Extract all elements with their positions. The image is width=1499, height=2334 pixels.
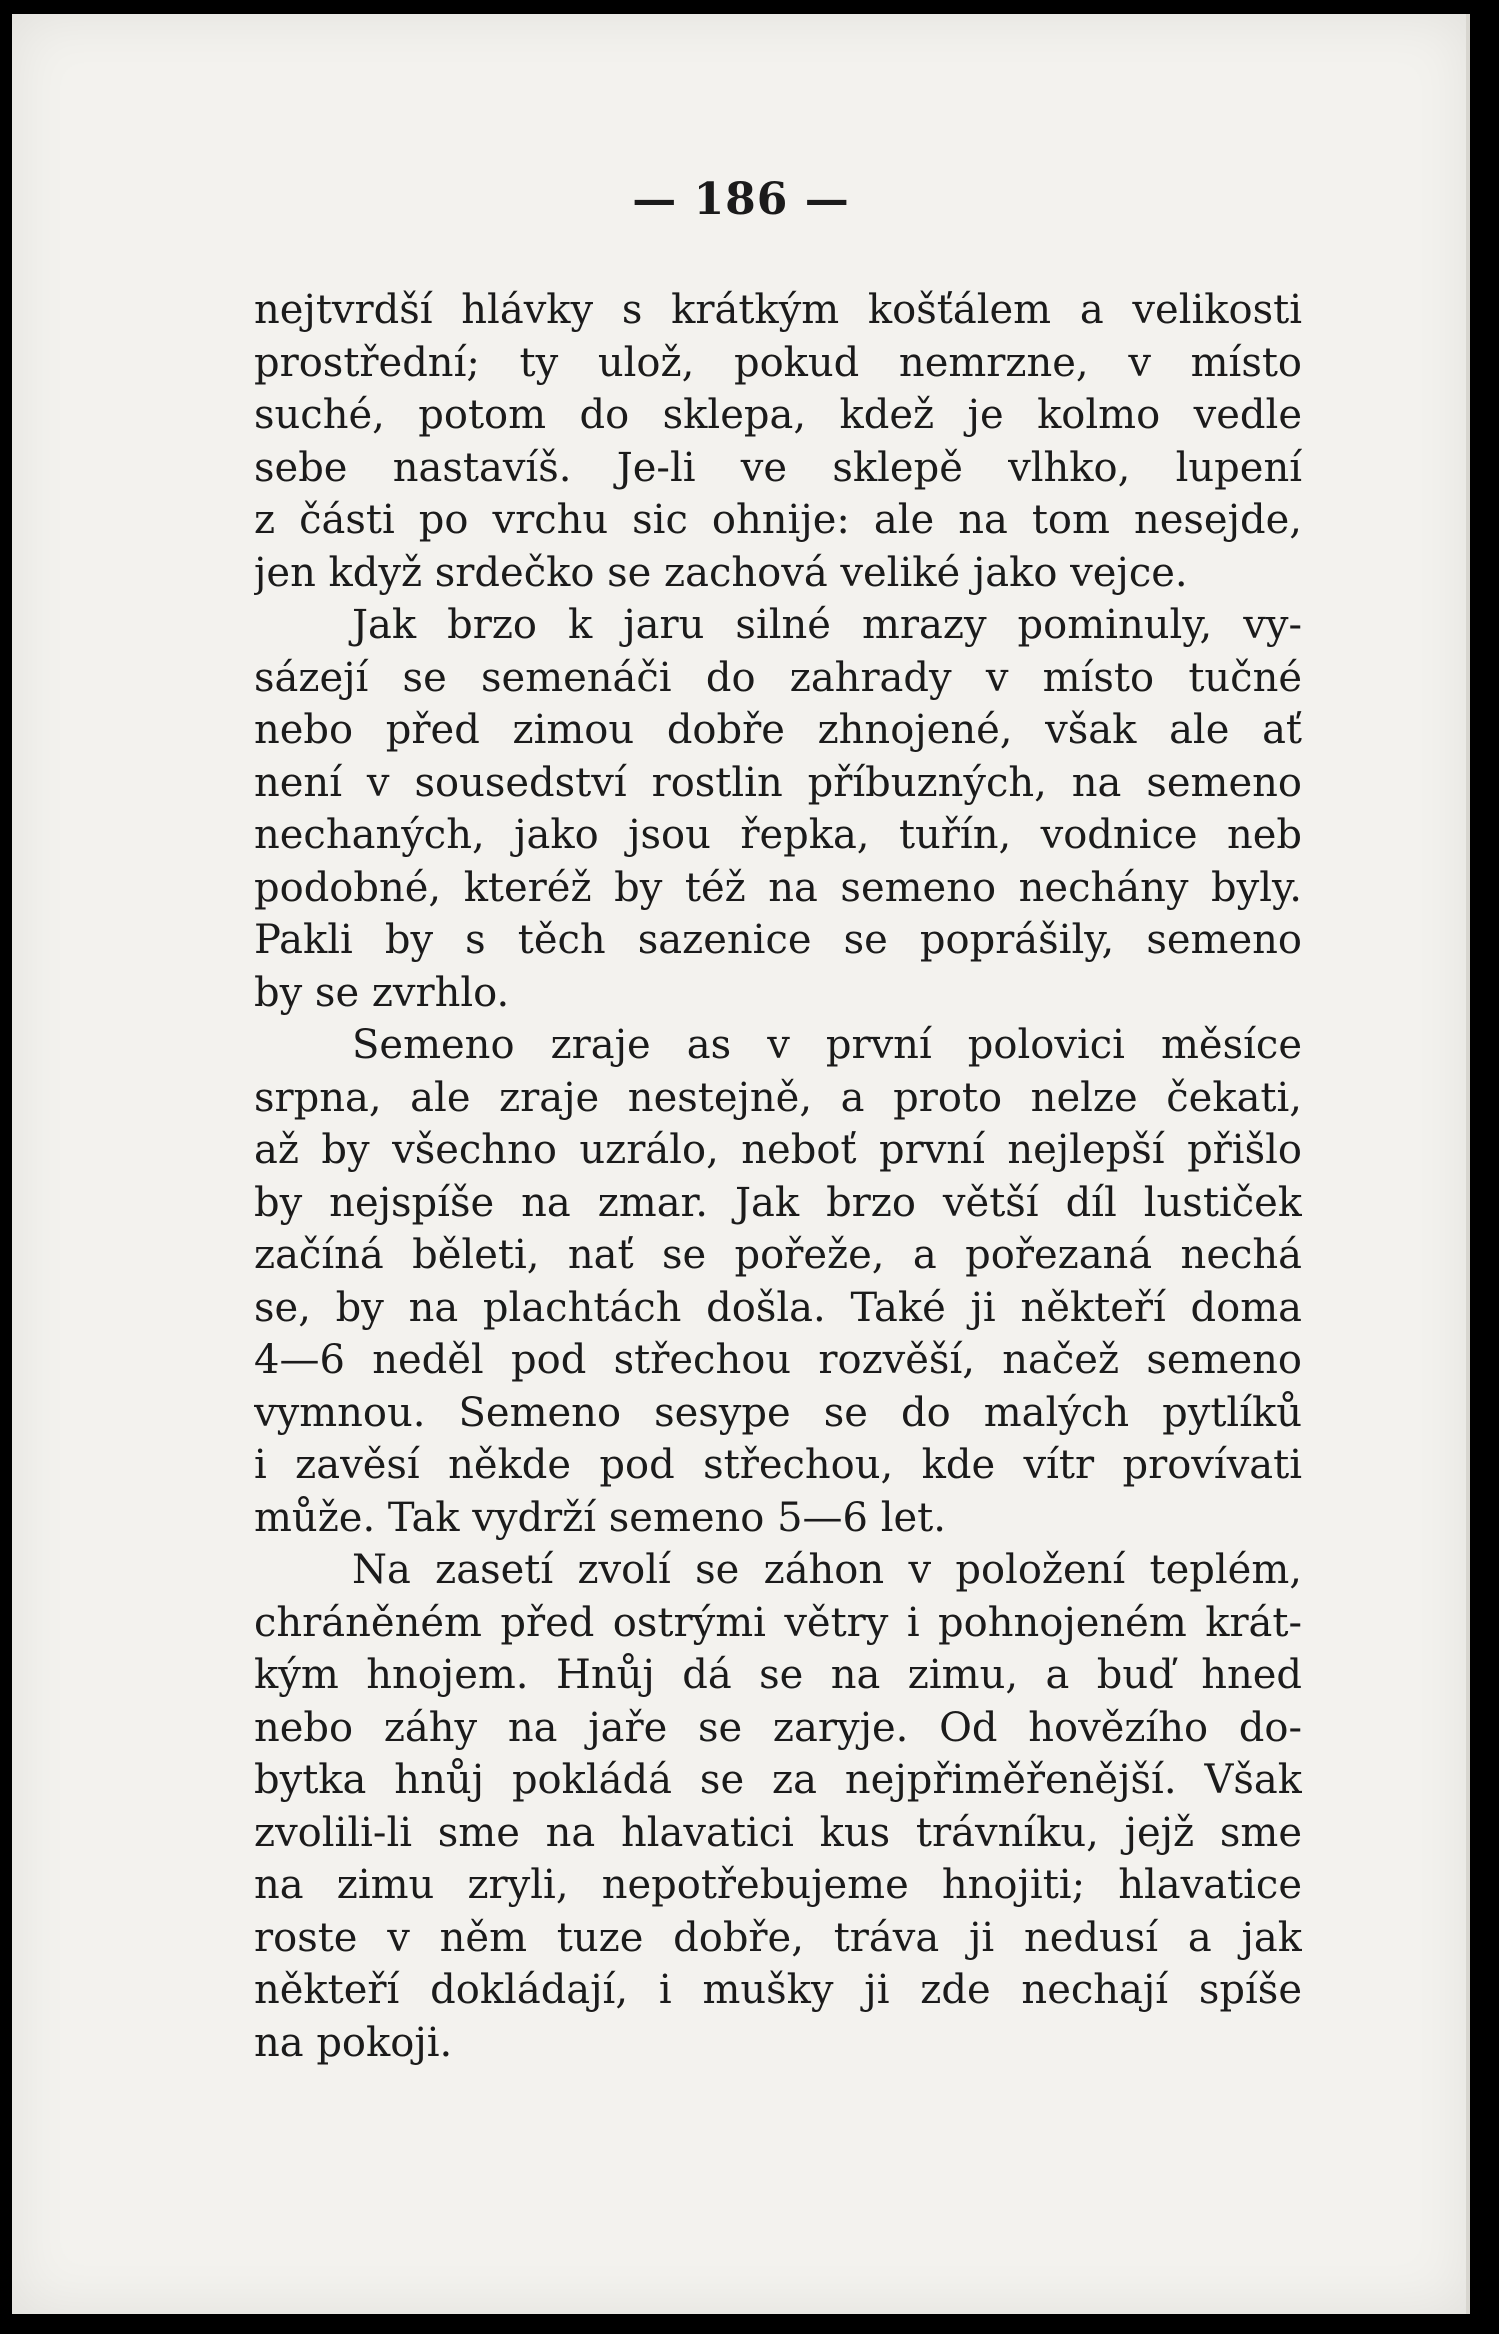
text-line: Jak brzo k jaru silné mrazy pominuly, vy-	[352, 602, 1302, 648]
text-line: Semeno zraje as v první polovici měsíce	[352, 1022, 1302, 1068]
text-line: Na zasetí zvolí se záhon v položení teplém,	[352, 1547, 1302, 1593]
text-line: nechaných, jako jsou řepka, tuřín, vodnice neb	[254, 812, 1302, 858]
text-line: na pokoji.	[254, 2019, 453, 2066]
text-line: se, by na plachtách došla. Také ji někteří doma	[254, 1284, 1302, 1331]
page-number: — 186 —	[632, 174, 850, 225]
text-line: na zimu zryli, nepotřebujeme hnojiti; hlavatice	[254, 1862, 1302, 1908]
text-line: prostřední; ty ulož, pokud nemrzne, v místo	[254, 339, 1302, 386]
text-line: nebo záhy na jaře se zaryje. Od hovězího do-	[254, 1704, 1302, 1751]
text-line: roste v něm tuze dobře, tráva ji nedusí a jak	[254, 1914, 1302, 1961]
text-line: vymnou. Semeno sesype se do malých pytlíků	[254, 1389, 1302, 1436]
text-line: kým hnojem. Hnůj dá se na zimu, a buď hned	[254, 1652, 1302, 1698]
text-line: nejtvrdší hlávky s krátkým košťálem a velikosti	[254, 287, 1302, 333]
text-line: by nejspíše na zmar. Jak brzo větší díl lustiček	[254, 1179, 1302, 1226]
text-line: může. Tak vydrží semeno 5—6 let.	[254, 1494, 946, 1541]
text-line: z části po vrchu sic ohnije: ale na tom nesejde,	[254, 497, 1302, 543]
text-line: chráněném před ostrými větry i pohnojeném krát-	[254, 1599, 1302, 1646]
text-line: srpna, ale zraje nestejně, a proto nelze čekati,	[254, 1074, 1302, 1121]
body-text	[254, 284, 1302, 2069]
text-line: 4—6 neděl pod střechou rozvěší, načež semeno	[254, 1337, 1302, 1383]
text-line: až by všechno uzrálo, neboť první nejlepší přišlo	[254, 1127, 1302, 1173]
text-line: bytka hnůj pokládá se za nejpřiměřenější. Však	[254, 1757, 1302, 1803]
page-edge	[1466, 14, 1470, 2314]
text-line: by se zvrhlo.	[254, 969, 510, 1016]
text-line: Pakli by s těch sazenice se poprášily, semeno	[254, 917, 1302, 963]
text-line: není v sousedství rostlin příbuzných, na semeno	[254, 759, 1302, 806]
book-page	[12, 14, 1470, 2314]
text-line: zvolili-li sme na hlavatici kus trávníku, jejž sme	[254, 1809, 1302, 1856]
text-line: sázejí se semenáči do zahrady v místo tučné	[254, 654, 1302, 701]
text-line: nebo před zimou dobře zhnojené, však ale ať	[254, 707, 1302, 753]
text-line: začíná běleti, nať se pořeže, a pořezaná nechá	[254, 1232, 1302, 1278]
text-line: jen když srdečko se zachová veliké jako vejce.	[254, 549, 1188, 596]
text-line: suché, potom do sklepa, kdež je kolmo vedle	[254, 392, 1302, 438]
text-line: někteří dokládají, i mušky ji zde nechají spíše	[254, 1967, 1302, 2013]
text-line: i zavěsí někde pod střechou, kde vítr provívati	[254, 1442, 1302, 1488]
text-line: podobné, kteréž by též na semeno nechány byly.	[254, 864, 1302, 911]
text-line: sebe nastavíš. Je-li ve sklepě vlhko, lupení	[254, 444, 1302, 491]
